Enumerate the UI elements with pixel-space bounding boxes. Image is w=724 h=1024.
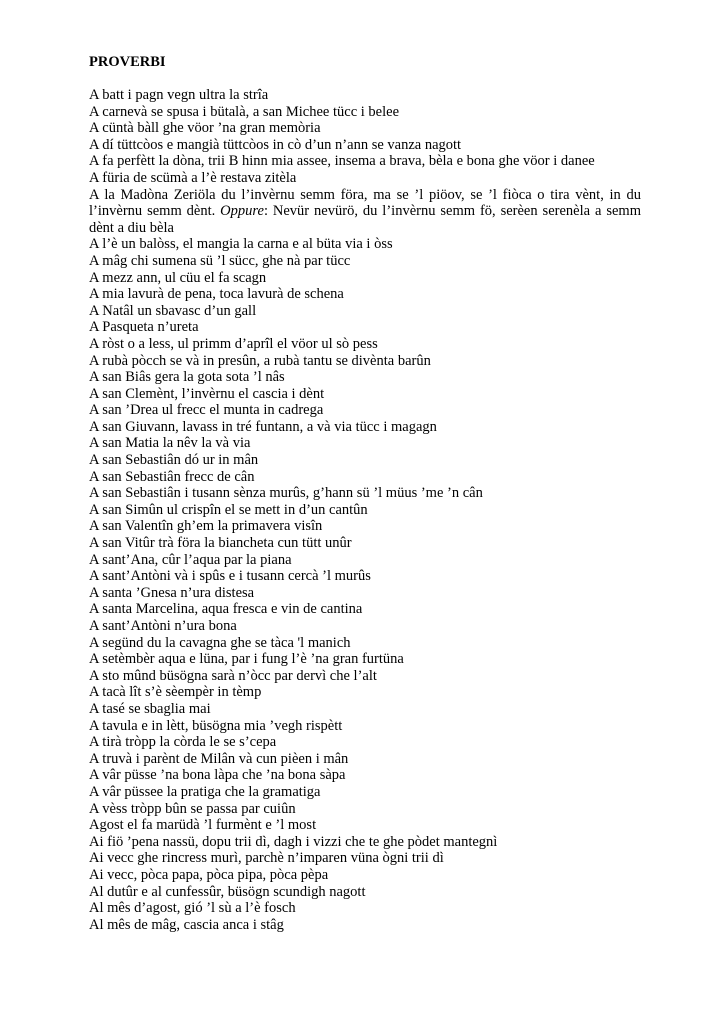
proverb-line: A sant’Antòni n’ura bona — [89, 618, 237, 634]
proverb-line: A mia lavurà de pena, toca lavurà de schena — [89, 286, 344, 303]
document-page — [89, 54, 641, 933]
proverb-line: Ai fiö ’pena nassü, dopu trii dì, dagh i vizzi che te ghe pòdet mantegnì — [89, 833, 498, 850]
proverb-line: A vâr püsse ’na bona làpa che ’na bona sàpa — [89, 767, 346, 784]
proverb-line: A santa ’Gnesa n’ura distesa — [89, 584, 255, 601]
proverb-line: A tirà tròpp la còrda le se s’cepa — [89, 734, 277, 751]
proverb-line: A tavula e in lètt, büsögna mia ’vegh rispètt — [89, 717, 343, 734]
proverb-line: A vèss tròpp bûn se passa par cuiûn — [89, 800, 296, 817]
proverb-line: A tacà lît s’è sèempèr in tèmp — [89, 684, 262, 701]
proverb-line: Agost el fa marüdà ’l furmènt e ’l most — [89, 817, 317, 834]
proverb-line: A san Sebastiân frecc de cân — [89, 468, 255, 485]
proverb-line: A setèmbèr aqua e lüna, par i fung l’è ’na gran furtüna — [89, 651, 404, 668]
document-title: PROVERBI — [89, 54, 166, 70]
proverb-line: A san Sebastiân dó ur in mân — [89, 452, 259, 469]
proverb-line: A carnevà se spusa i bütalà, a san Michee tücc i belee — [89, 103, 400, 120]
proverb-line: A santa Marcelina, aqua fresca e vin de cantina — [89, 601, 363, 618]
proverb-line: Al mês d’agost, gió ’l sù a l’è fosch — [89, 900, 296, 917]
proverb-line: A tasé se sbaglia mai — [89, 700, 211, 717]
proverb-line: A segünd du la cavagna ghe se tàca 'l manich — [89, 634, 351, 651]
proverb-line: A la Madòna Zeriöla du l’invèrnu semm föra, ma se ’l piöov, se ’l fiòca o tira vènt, in du l’invèrnu semm dènt. Oppure: Nevür nevürö, du l’invèrnu semm fö, serèen serenèla a semm dènt a diu bèla — [89, 186, 641, 236]
proverb-line: A san Valentîn gh’em la primavera visîn — [89, 518, 323, 535]
proverb-line: A truvà i parènt de Milân và cun pièen i mân — [89, 750, 349, 767]
proverb-line: A Natâl un sbavasc d’un gall — [89, 302, 257, 319]
proverb-line: A rubà pòcch se và in presûn, a rubà tantu se divènta barûn — [89, 352, 431, 369]
proverb-line: A san Biâs gera la gota sota ’l nâs — [89, 369, 285, 386]
proverb-line: A vâr püssee la pratiga che la gramatiga — [89, 783, 321, 800]
proverb-line: A fa perfètt la dòna, trii B hinn mia assee, insema a brava, bèla e bona ghe vöor i danee — [89, 153, 595, 170]
proverb-line: Al dutûr e al cunfessûr, büsögn scundigh nagott — [89, 883, 366, 900]
proverb-line: A sant’Ana, cûr l’aqua par la piana — [89, 551, 292, 568]
proverb-line: A san Clemènt, l’invèrnu el cascia i dènt — [89, 385, 325, 402]
proverb-line: Ai vecc ghe rincress murì, parchè n’imparen vüna ògni trii dì — [89, 850, 444, 867]
proverb-line: A san Sebastiân i tusann sènza murûs, g’hann sü ’l müus ’me ’n cân — [89, 485, 483, 502]
proverb-line: A cüntà bàll ghe vöor ’na gran memòria — [89, 120, 321, 137]
proverb-list — [89, 87, 641, 933]
proverb-line: A san Vitûr trà föra la biancheta cun tütt unûr — [89, 535, 352, 552]
proverb-line: A füria de scümà a l’è restava zitèla — [89, 169, 297, 186]
proverb-line: A Pasqueta n’ureta — [89, 319, 199, 336]
proverb-line: A dí tüttcòos e mangià tüttcòos in cò d’un n’ann se vanza nagott — [89, 136, 462, 153]
proverb-line: A mezz ann, ul cüu el fa scagn — [89, 269, 267, 286]
proverb-line: A san Simûn ul crispîn el se mett in d’un cantûn — [89, 501, 368, 518]
italic-word: Oppure — [220, 203, 264, 220]
proverb-line: A mâg chi sumena sü ’l sücc, ghe nà par tücc — [89, 252, 351, 269]
proverb-line: A ròst o a less, ul primm d’aprîl el vöor ul sò pess — [89, 335, 378, 352]
proverb-line: A san Giuvann, lavass in tré funtann, a và via tücc i magagn — [89, 418, 437, 435]
proverb-line: Ai vecc, pòca papa, pòca pipa, pòca pèpa — [89, 866, 329, 883]
proverb-line: A sant’Antòni và i spûs e i tusann cercà ’l murûs — [89, 568, 371, 585]
proverb-line: A l’è un balòss, el mangia la carna e al büta via i òss — [89, 236, 393, 253]
proverb-line: A sto mûnd büsögna sarà n’òcc par dervì che l’alt — [89, 667, 377, 684]
proverb-line: A batt i pagn vegn ultra la strîa — [89, 87, 269, 103]
proverb-line: A san Matia la nêv la và via — [89, 435, 251, 452]
proverb-line: Al mês de mâg, cascia anca i stâg — [89, 916, 284, 933]
proverb-line: A san ’Drea ul frecc el munta in cadrega — [89, 402, 324, 419]
